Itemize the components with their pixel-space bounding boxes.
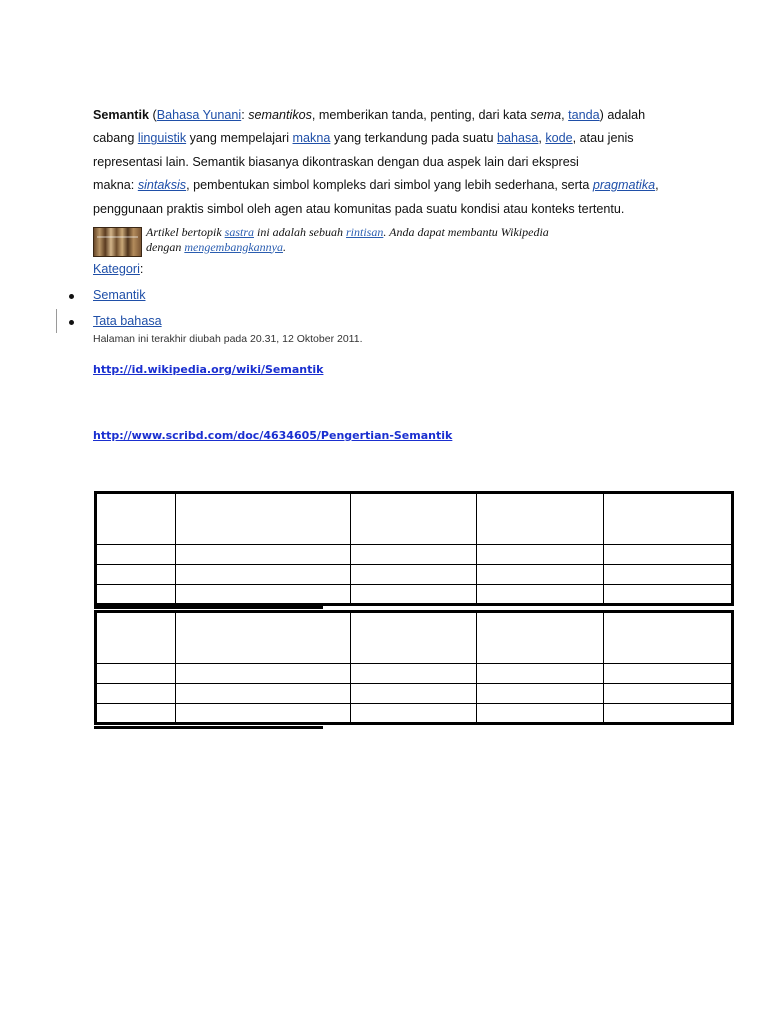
table-cell xyxy=(351,664,477,684)
table-cell xyxy=(604,612,733,664)
bullet-icon xyxy=(69,294,74,299)
table-cell xyxy=(96,493,176,545)
categories-heading xyxy=(93,262,143,276)
table-row xyxy=(96,664,733,684)
table-underline xyxy=(94,726,323,729)
table-cell xyxy=(604,585,733,605)
article-line-3: representasi lain. Semantik biasanya dikontraskan dengan dua aspek lain dari ekspresi xyxy=(93,154,579,169)
article-line-4 xyxy=(93,174,693,197)
table-cell xyxy=(604,493,733,545)
link-sintaksis[interactable]: sintaksis xyxy=(137,178,187,193)
table-cell xyxy=(351,565,477,585)
text-fragment: : xyxy=(241,108,249,122)
table-row xyxy=(96,545,733,565)
text-fragment: ( xyxy=(149,108,157,122)
table-cell xyxy=(176,565,351,585)
table-cell xyxy=(351,684,477,704)
table-cell xyxy=(96,545,176,565)
url-link-scribd[interactable]: http://www.scribd.com/doc/4634605/Pengertian-Semantik xyxy=(93,429,453,442)
table-cell xyxy=(176,585,351,605)
text-fragment: , pembentukan simbol kompleks dari simbol yang lebih sederhana, serta xyxy=(186,178,593,193)
link-mengembangkannya[interactable]: mengembangkannya xyxy=(184,239,283,254)
table-cell xyxy=(176,704,351,724)
text-fragment: : xyxy=(139,262,144,276)
table-row xyxy=(96,684,733,704)
text-fragment: dengan xyxy=(146,239,185,254)
link-kode[interactable]: kode xyxy=(545,131,573,146)
table-cell xyxy=(351,545,477,565)
article-line-5: penggunaan praktis simbol oleh agen atau komunitas pada suatu kondisi atau konteks tertentu. xyxy=(93,201,625,216)
table-cell xyxy=(176,684,351,704)
table-row xyxy=(96,493,733,545)
link-kategori[interactable]: Kategori xyxy=(93,262,140,276)
url-link-wikipedia[interactable]: http://id.wikipedia.org/wiki/Semantik xyxy=(93,363,324,376)
bullet-icon xyxy=(69,320,74,325)
text-fragment: , xyxy=(655,178,659,193)
table-cell xyxy=(176,493,351,545)
text-cursor xyxy=(56,309,57,333)
table-cell xyxy=(176,664,351,684)
stub-notice-text xyxy=(146,225,646,254)
table-row xyxy=(96,585,733,605)
empty-table-2 xyxy=(94,610,734,725)
italic-sema: sema xyxy=(530,108,562,122)
text-fragment: . xyxy=(282,239,286,254)
article-body xyxy=(93,104,693,221)
text-fragment: ini adalah sebuah xyxy=(254,225,346,239)
link-tanda[interactable]: tanda xyxy=(568,108,600,122)
table-cell xyxy=(477,585,604,605)
link-bahasa-yunani[interactable]: Bahasa Yunani xyxy=(156,108,242,122)
link-sastra[interactable]: sastra xyxy=(224,225,254,239)
table-cell xyxy=(604,664,733,684)
table-cell xyxy=(477,565,604,585)
text-fragment: ) adalah xyxy=(599,108,646,122)
text-fragment: cabang xyxy=(93,131,138,146)
table-cell xyxy=(477,684,604,704)
table-cell xyxy=(351,704,477,724)
text-fragment: , xyxy=(561,108,569,122)
table-cell xyxy=(96,664,176,684)
text-fragment: Artikel bertopik xyxy=(146,225,225,239)
article-term: Semantik xyxy=(93,108,149,122)
table-cell xyxy=(176,612,351,664)
italic-semantikos: semantikos xyxy=(248,108,312,122)
text-fragment: , xyxy=(538,131,546,146)
table-cell xyxy=(96,612,176,664)
table-cell xyxy=(96,585,176,605)
table-row xyxy=(96,565,733,585)
link-pragmatika[interactable]: pragmatika xyxy=(592,178,656,193)
table-underline xyxy=(94,606,323,609)
table-cell xyxy=(477,664,604,684)
article-line-1 xyxy=(93,104,693,127)
table-cell xyxy=(604,684,733,704)
category-item-semantik[interactable]: Semantik xyxy=(93,288,146,302)
article-line-2 xyxy=(93,127,693,150)
empty-table-1 xyxy=(94,491,734,606)
last-modified-text: Halaman ini terakhir diubah pada 20.31, 12 Oktober 2011. xyxy=(93,333,363,345)
table-cell xyxy=(477,493,604,545)
link-bahasa[interactable]: bahasa xyxy=(497,131,539,146)
table-cell xyxy=(96,565,176,585)
table-cell xyxy=(604,545,733,565)
table-row xyxy=(96,612,733,664)
table-cell xyxy=(176,545,351,565)
text-fragment: , atau jenis xyxy=(572,131,634,146)
table-row xyxy=(96,704,733,724)
category-item-tata-bahasa[interactable]: Tata bahasa xyxy=(93,314,162,328)
table-cell xyxy=(477,704,604,724)
table-cell xyxy=(477,545,604,565)
link-rintisan[interactable]: rintisan xyxy=(346,225,384,239)
table-cell xyxy=(604,565,733,585)
text-fragment: makna: xyxy=(93,178,138,193)
text-fragment: yang mempelajari xyxy=(186,131,293,146)
table-cell xyxy=(351,612,477,664)
table-cell xyxy=(96,684,176,704)
table-cell xyxy=(351,585,477,605)
text-fragment: , memberikan tanda, penting, dari kata xyxy=(311,108,531,122)
link-makna[interactable]: makna xyxy=(292,131,331,146)
table-cell xyxy=(351,493,477,545)
text-fragment: . Anda dapat membantu Wikipedia xyxy=(383,225,549,239)
link-linguistik[interactable]: linguistik xyxy=(137,131,187,146)
table-cell xyxy=(96,704,176,724)
table-cell xyxy=(477,612,604,664)
stub-notice xyxy=(93,225,653,257)
table-cell xyxy=(604,704,733,724)
books-thumbnail-image xyxy=(93,227,142,257)
text-fragment: yang terkandung pada suatu xyxy=(330,131,497,146)
